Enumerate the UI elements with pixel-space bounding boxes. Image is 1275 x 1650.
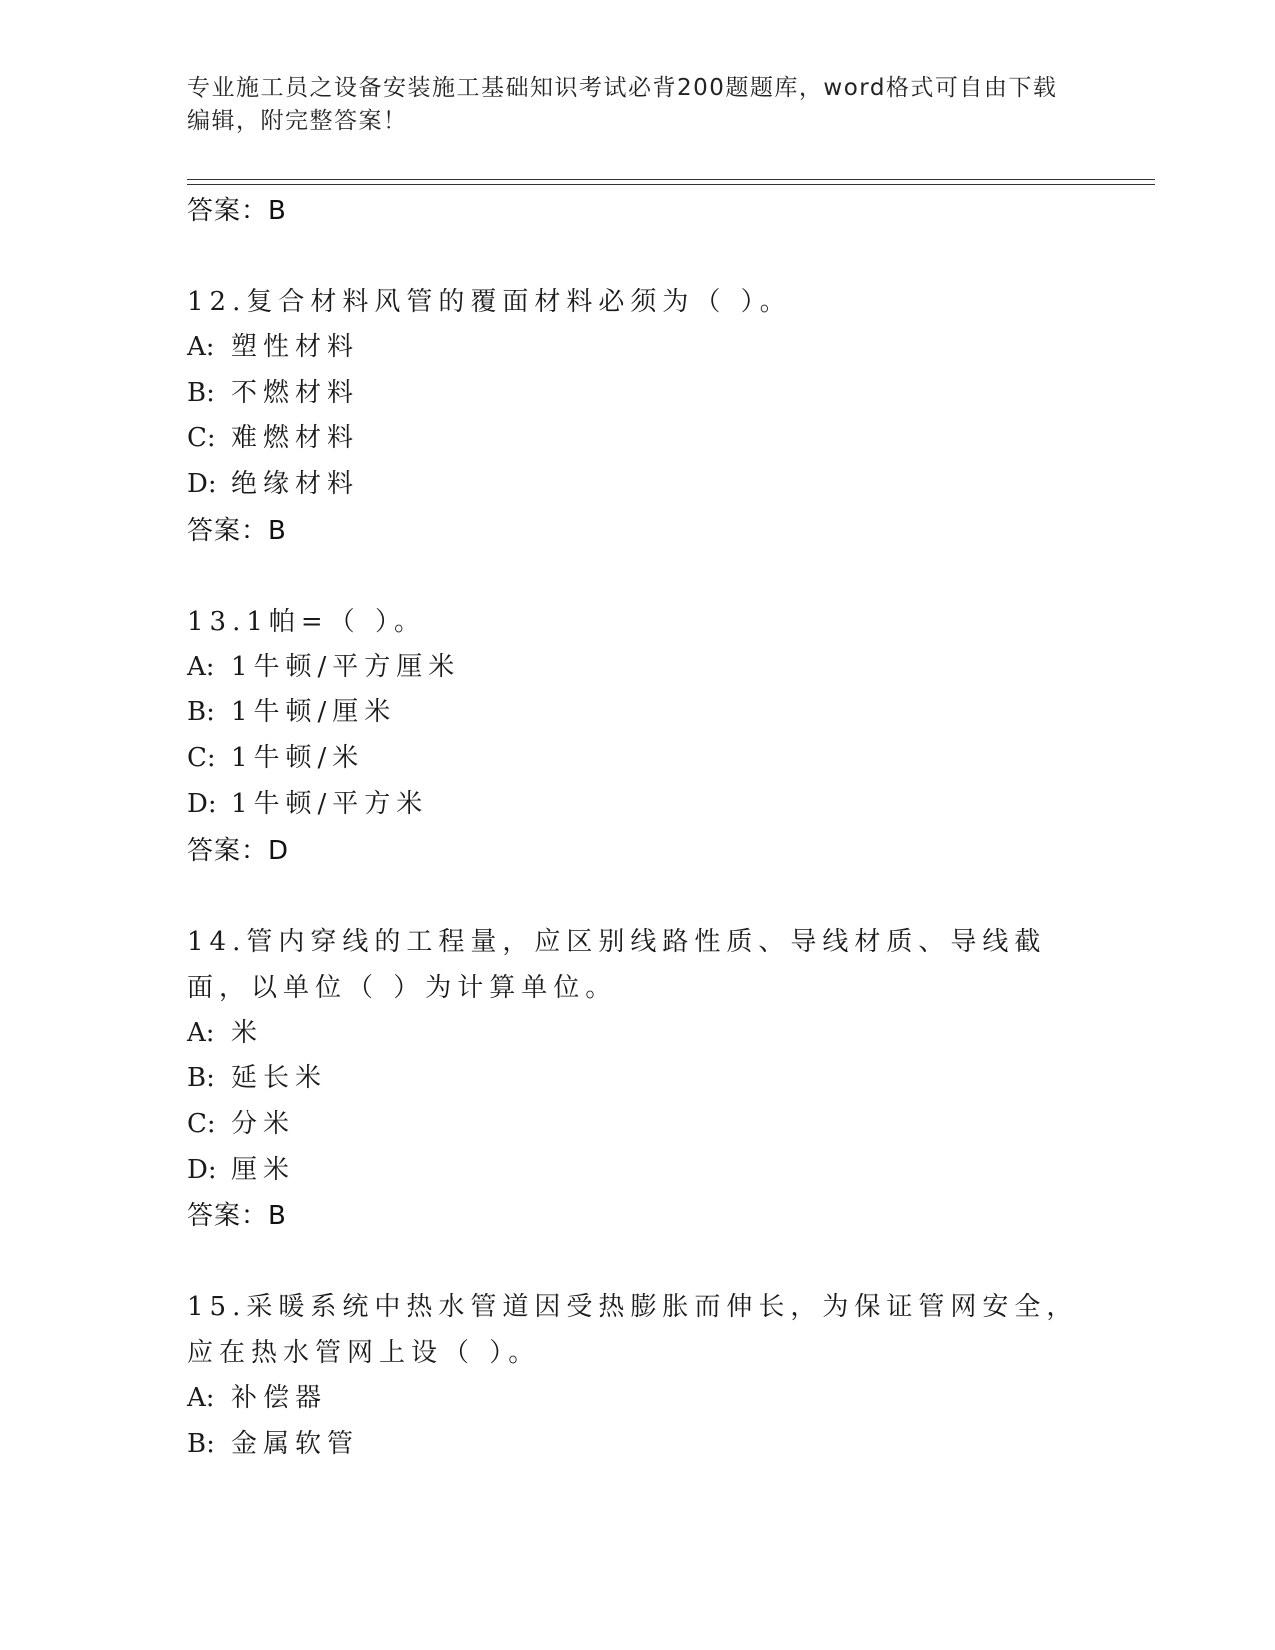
option-key: B: [187, 1063, 215, 1094]
option-text: 绝缘材料 [231, 469, 360, 500]
option-b [187, 690, 1087, 736]
option-text: 塑性材料 [231, 332, 360, 362]
option-text: 米 [231, 1017, 264, 1048]
option-a [187, 1376, 1087, 1422]
option-c [187, 416, 1087, 462]
option-text: 1牛顿/米 [231, 743, 365, 774]
option-key: A: [187, 332, 215, 362]
question-stem: 15.采暖系统中热水管道因受热膨胀而伸长，为保证管网安全，应在热水管网上设（ ）。 [187, 1292, 1079, 1369]
answer-line [187, 828, 1087, 874]
option-a [187, 645, 1087, 691]
option-key: D: [187, 469, 217, 500]
option-a [187, 1011, 1087, 1057]
option-text: 1牛顿/平方米 [231, 788, 429, 819]
option-text: 不燃材料 [231, 377, 360, 408]
option-text: 难燃材料 [231, 423, 360, 454]
answer-line [187, 188, 1087, 234]
option-key: C: [187, 1108, 216, 1139]
option-d [187, 1148, 1087, 1194]
option-text: 金属软管 [231, 1428, 360, 1459]
answer-label: 答案： [187, 835, 269, 866]
option-key: D: [187, 788, 217, 819]
option-text: 延长米 [231, 1063, 328, 1094]
question-item [187, 599, 1087, 874]
question-stem: 13.1帕=（ ）。 [187, 606, 426, 637]
document-header: 专业施工员之设备安装施工基础知识考试必背200题题库，word格式可自由下载编辑，附完整答案！ [187, 75, 1058, 134]
option-d [187, 782, 1087, 828]
option-key: A: [187, 1017, 215, 1048]
option-key: B: [187, 697, 215, 728]
option-key: D: [187, 1154, 217, 1185]
question-item [187, 279, 1087, 554]
option-c [187, 1102, 1087, 1148]
answer-value: B [268, 196, 287, 226]
option-text: 厘米 [231, 1154, 296, 1185]
answer-label: 答案： [187, 515, 269, 546]
question-stem: 14.管内穿线的工程量，应区别线路性质、导线材质、导线截面，以单位（ ）为计算单位。 [187, 926, 1047, 1003]
question-list [187, 188, 1087, 1468]
question-item [187, 1284, 1087, 1467]
option-key: C: [187, 743, 216, 774]
question-item [187, 919, 1087, 1240]
option-c [187, 736, 1087, 782]
question-stem: 12.复合材料风管的覆面材料必须为（ ）。 [187, 287, 792, 317]
answer-value: B [268, 515, 287, 546]
header-divider-line [187, 179, 1155, 180]
answer-value: B [268, 1201, 287, 1232]
option-b [187, 371, 1087, 417]
answer-value: D [268, 835, 290, 866]
option-text: 分米 [231, 1108, 296, 1139]
option-key: B: [187, 377, 215, 408]
answer-label: 答案： [187, 1201, 269, 1232]
answer-line [187, 508, 1087, 554]
option-b [187, 1422, 1087, 1468]
option-text: 1牛顿/平方厘米 [231, 651, 461, 682]
option-b [187, 1056, 1087, 1102]
option-text: 1牛顿/厘米 [231, 697, 397, 728]
header-divider-line [187, 184, 1155, 185]
option-d [187, 462, 1087, 508]
option-key: A: [187, 651, 215, 682]
answer-label: 答案： [187, 196, 269, 226]
option-key: B: [187, 1428, 215, 1459]
option-a [187, 325, 1087, 371]
option-key: C: [187, 423, 216, 454]
option-text: 补偿器 [231, 1383, 328, 1414]
option-key: A: [187, 1383, 215, 1414]
answer-line [187, 1193, 1087, 1239]
